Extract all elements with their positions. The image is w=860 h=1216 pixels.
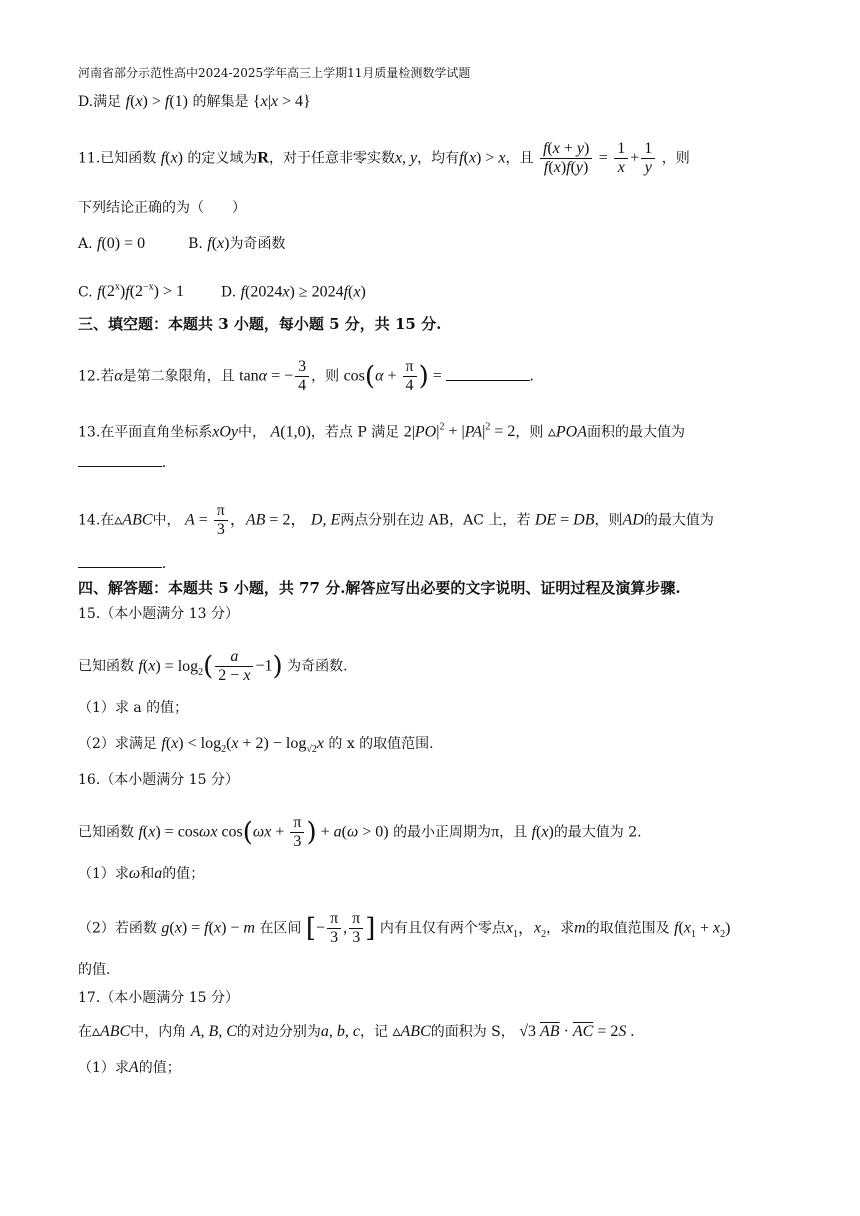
q14: 14.在▵ABC中， A = $\frac{\pi}{3}$ ，AB = 2， D, E两点分别在边 AB，AC 上，若 DE = DB，则AD的最大值为 [78,502,714,538]
q10-option-d: D.满足 f(x) > f(1) 的解集是 {x|x > 4} [78,93,311,110]
q13-answer-blank: . [78,452,166,473]
q15-heading: 15.（本小题满分 13 分） [78,606,239,622]
q15-stem: 已知函数 $f(x) = \log_2$( $\frac{a}{2 - x}$ −1) 为奇函数. [78,648,348,684]
q16-part-2-cont: 的值. [78,962,111,978]
q11-options-ab: A. f(0) = 0 B. f(x)为奇函数 [78,235,286,252]
q13: 13.在平面直角坐标系xOy中， A(1,0)，若点 P 满足 $2|PO|^2 + |PA|^2 = 2$，则 ▵POA面积的最大值为 [78,422,685,441]
q16-stem: 已知函数 f(x) = cosωx cos(ωx + $\frac{\pi}{3}$ ) + a(ω > 0) 的最小正周期为π，且 f(x)的最大值为 2. [78,814,642,850]
q16-part-2: （2）若函数 g(x) = f(x) − m 在区间 [− $\frac{\pi}{3}$ , $\frac{\pi}{3}$ ] 内有且仅有两个零点$x_1$，$x_2$，求m的取值范围及 $f(x_1 + x_2)$ [78,910,731,946]
section-4-title: 四、解答题：本题共 5 小题，共 77 分.解答应写出必要的文字说明、证明过程及演算步骤. [78,579,681,597]
q11-stem: 11.已知函数 f(x) 的定义域为R，对于任意非零实数x, y，均有f(x) > x，且 $\frac{f(x + y)}{f(x)f(y)}$ = $\frac{1}{x}$ + $\frac{1}{y}$ ，则 [78,140,690,176]
q16-part-1: （1）求ω和a的值； [78,865,205,882]
q11-options-cd: C. $f(2^x)f(2^{-x}) > 1$ D. f(2024x) ≥ 2024f(x) [78,282,366,301]
section-3-title: 三、填空题：本题共 3 小题，每小题 5 分，共 15 分. [78,315,442,333]
q17-part-1: （1）求A的值； [78,1059,181,1076]
q15-part-1: （1）求 a 的值； [78,700,189,716]
q17-stem: 在▵ABC中，内角 A, B, C的对边分别为a, b, c，记 ▵ABC的面积为 S， √3 $\overline{AB} \cdot \overline{AC} = 2S$ . [78,1023,635,1040]
q11-question: 下列结论正确的为（ ） [78,200,246,216]
page-header: 河南省部分示范性高中2024-2025学年高三上学期11月质量检测数学试题 [78,66,471,80]
q12: 12.若α是第二象限角，且 tanα = − $\frac{3}{4}$ ，则 cos(α + $\frac{\pi}{4}$ ) = . [78,358,534,394]
q17-heading: 17.（本小题满分 15 分） [78,990,239,1006]
q15-part-2: （2）求满足 $f(x) < \log_2(x + 2) - \log_{√2}x$ 的 x 的取值范围. [78,735,434,756]
q14-answer-blank: . [78,553,166,574]
q16-heading: 16.（本小题满分 15 分） [78,772,239,788]
